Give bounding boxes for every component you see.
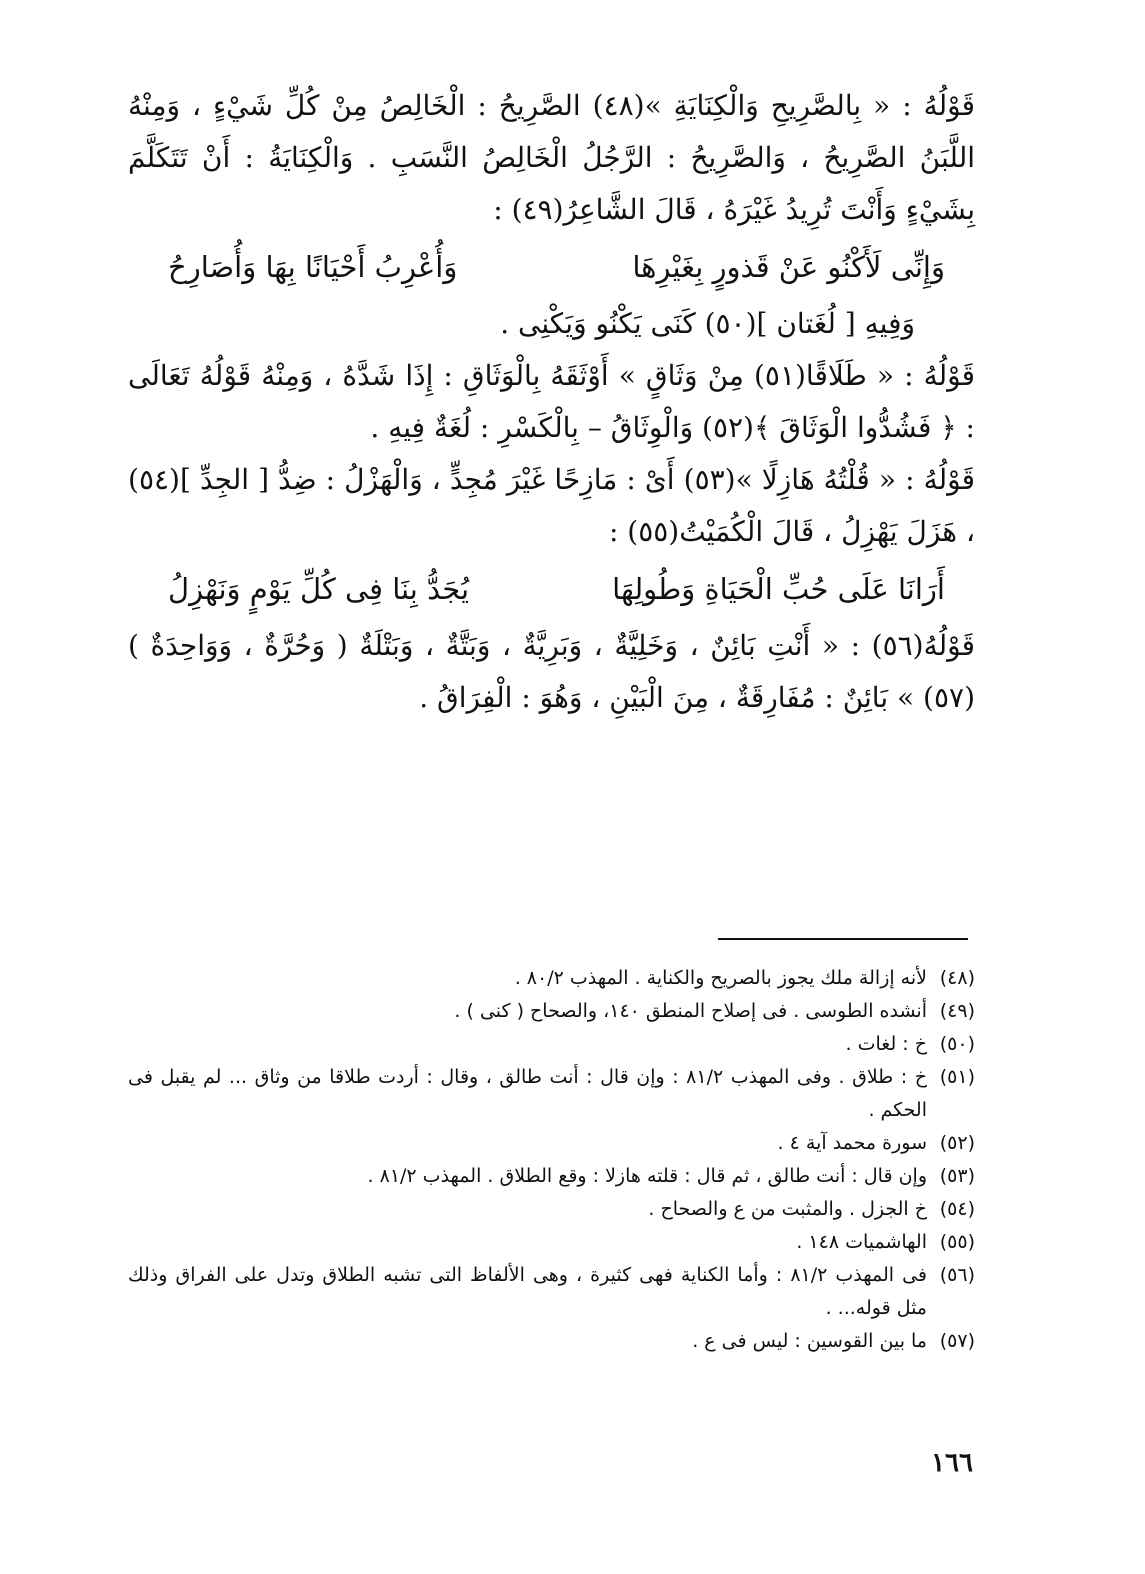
footnote-53 <box>128 1160 975 1193</box>
verse-1-first-hemistich: وَإِنِّى لَأَكْنُو عَنْ قَذورٍ بِغَيْرِهَا <box>632 250 945 284</box>
verse-1-second-hemistich: وَأُعْرِبُ أَحْيَانًا بِهَا وَأُصَارِحُ <box>168 250 458 284</box>
footnote-number: (٥٥) <box>939 1231 975 1253</box>
footnote-text: الهاشميات ١٤٨ . <box>796 1231 927 1253</box>
paragraph-hazil: قَوْلُهُ : « قُلْتُهُ هَازِلًا »(٥٣) أَىْ : مَازِحًا غَيْرَ مُجِدٍّ ، وَالْهَزْلُ : ضِدُّ [ الجِدِّ ](٥٤) ، هَزَلَ يَهْزِلُ ، قَالَ الْكُمَيْتُ(٥٥) : <box>128 463 975 548</box>
footnote-49 <box>128 995 975 1028</box>
paragraph-talaq-wathaq: قَوْلُهُ : « طَلَاقًا(٥١) مِنْ وَثَاقٍ » أَوْثَقَهُ بِالْوَثَاقِ : إِذَا شَدَّهُ ، وَمِنْهُ قَوْلُهُ تَعَالَى : ﴿ فَشُدُّوا الْوَثَاقَ ﴾(٥٢) وَالْوِثَاقُ – بِالْكَسْرِ : لُغَةٌ فِيهِ . <box>128 359 976 444</box>
footnote-text: فى المهذب ٨١/٢ : وأما الكناية فهى كثيرة ، وهى الألفاظ التى تشبه الطلاق وتدل على الفراق وذلك مثل قوله... . <box>128 1264 928 1319</box>
page-number: ١٦٦ <box>931 1448 973 1478</box>
footnotes <box>128 962 975 1358</box>
footnote-number: (٥١) <box>939 1066 975 1088</box>
footnote-55 <box>128 1226 975 1259</box>
footnote-text: أنشده الطوسى . فى إصلاح المنطق ١٤٠، والصحاح ( كنى ) . <box>454 1000 927 1022</box>
footnote-number: (٥٠) <box>939 1033 975 1055</box>
footnote-48 <box>128 962 975 995</box>
verse-line-1 <box>128 236 975 298</box>
footnote-57 <box>128 1325 975 1358</box>
footnote-54 <box>128 1193 975 1226</box>
footnote-text: خ : لغات . <box>845 1033 927 1055</box>
footnote-number: (٥٣) <box>939 1165 975 1187</box>
footnote-56 <box>128 1259 975 1325</box>
verse-line-2 <box>128 558 975 620</box>
footnote-52 <box>128 1127 975 1160</box>
footnote-text: سورة محمد آية ٤ . <box>777 1132 927 1154</box>
footnote-text: خ الجزل . والمثبت من ع والصحاح . <box>648 1198 927 1220</box>
paragraph-sarih-kinaya: قَوْلُهُ : « بِالصَّرِيحِ وَالْكِنَايَةِ »(٤٨) الصَّرِيحُ : الْخَالِصُ مِنْ كُلِّ شَيْءٍ ، وَمِنْهُ اللَّبَنُ الصَّرِيحُ ، وَالصَّرِيحُ : الرَّجُلُ الْخَالِصُ النَّسَبِ . وَالْكِنَايَةُ : أَنْ تَتَكَلَّمَ بِشَيْءٍ وَأَنْتَ تُرِيدُ غَيْرَهُ ، قَالَ الشَّاعِرُ(٤٩) : <box>128 89 975 226</box>
footnote-number: (٤٩) <box>939 1000 975 1022</box>
paragraph-lughatan: وَفِيهِ [ لُغَتان ](٥٠) كَنَى يَكْنُو وَيَكْنِى . <box>500 307 915 340</box>
footnote-number: (٥٦) <box>939 1264 975 1286</box>
verse-2-first-hemistich: أَرَانَا عَلَى حُبِّ الْحَيَاةِ وَطُولِهَا <box>612 572 945 606</box>
footnote-number: (٤٨) <box>939 967 975 989</box>
footnote-number: (٥٧) <box>939 1330 975 1352</box>
verse-2-second-hemistich: يُجَدُّ بِنَا فِى كُلِّ يَوْمٍ وَنَهْزِلُ <box>168 572 470 606</box>
footnote-text: لأنه إزالة ملك يجوز بالصريح والكناية . المهذب ٨٠/٢ . <box>514 967 927 989</box>
footnote-number: (٥٢) <box>939 1132 975 1154</box>
footnote-50 <box>128 1028 975 1061</box>
footnote-text: وإن قال : أنت طالق ، ثم قال : قلته هازلا : وقع الطلاق . المهذب ٨١/٢ . <box>367 1165 927 1187</box>
main-text <box>128 80 975 724</box>
footnote-number: (٥٤) <box>939 1198 975 1220</box>
footnote-separator <box>718 938 968 940</box>
footnote-text: ما بين القوسين : ليس فى ع . <box>692 1330 927 1352</box>
footnote-51 <box>128 1061 975 1127</box>
footnote-text: خ : طلاق . وفى المهذب ٨١/٢ : وإن قال : أنت طالق ، وقال : أردت طلاقا من وثاق ... لم يقبل فى الحكم . <box>128 1066 927 1121</box>
paragraph-bain: قَوْلُهُ(٥٦) : « أَنْتِ بَائِنٌ ، وَخَلِيَّةٌ ، وَبَرِيَّةٌ ، وَبَتَّةٌ ، وَبَتْلَةٌ ( وَحُرَّةٌ ، وَوَاحِدَةٌ )(٥٧) » بَائِنٌ : مُفَارِقَةٌ ، مِنَ الْبَيْنِ ، وَهُوَ : الْفِرَاقُ . <box>128 629 975 714</box>
